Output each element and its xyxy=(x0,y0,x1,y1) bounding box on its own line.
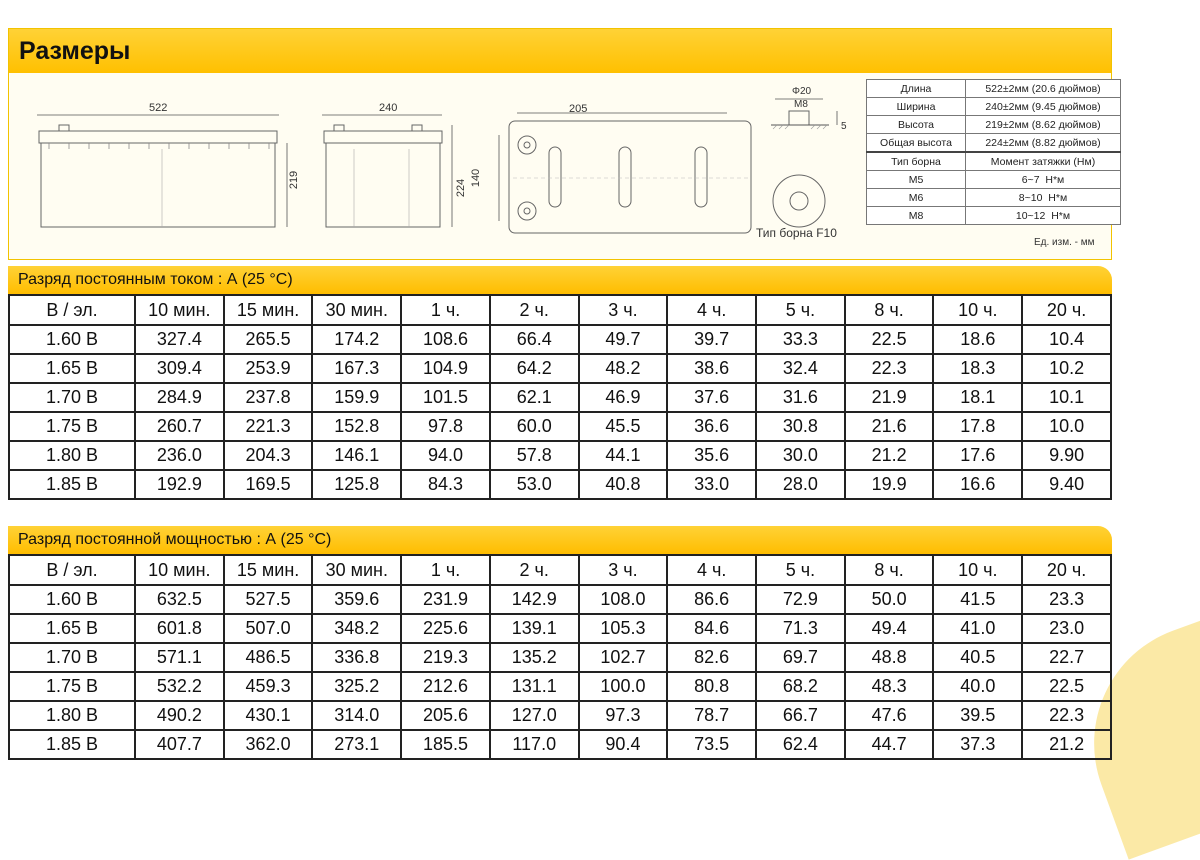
value-cell: 49.4 xyxy=(845,614,934,643)
dimensions-section xyxy=(8,28,1112,260)
value-cell: 125.8 xyxy=(312,470,401,499)
torque-value: 8~10 Н*м xyxy=(966,189,1121,207)
value-cell: 9.40 xyxy=(1022,470,1111,499)
value-cell: 185.5 xyxy=(401,730,490,759)
torque-header-key: Тип борна xyxy=(867,152,966,171)
value-cell: 37.6 xyxy=(667,383,756,412)
column-header: 10 мин. xyxy=(135,555,224,585)
spec-key: Длина xyxy=(867,80,966,98)
value-cell: 68.2 xyxy=(756,672,845,701)
value-cell: 19.9 xyxy=(845,470,934,499)
column-header: 4 ч. xyxy=(667,555,756,585)
value-cell: 44.7 xyxy=(845,730,934,759)
value-cell: 236.0 xyxy=(135,441,224,470)
value-cell: 571.1 xyxy=(135,643,224,672)
value-cell: 17.6 xyxy=(933,441,1022,470)
value-cell: 146.1 xyxy=(312,441,401,470)
value-cell: 359.6 xyxy=(312,585,401,614)
column-header: 20 ч. xyxy=(1022,295,1111,325)
value-cell: 18.6 xyxy=(933,325,1022,354)
value-cell: 135.2 xyxy=(490,643,579,672)
value-cell: 39.7 xyxy=(667,325,756,354)
value-cell: 104.9 xyxy=(401,354,490,383)
value-cell: 33.0 xyxy=(667,470,756,499)
value-cell: 23.0 xyxy=(1022,614,1111,643)
value-cell: 490.2 xyxy=(135,701,224,730)
value-cell: 18.3 xyxy=(933,354,1022,383)
value-cell: 18.1 xyxy=(933,383,1022,412)
terminal-detail-drawing xyxy=(767,89,857,239)
value-cell: 327.4 xyxy=(135,325,224,354)
torque-header-row xyxy=(867,152,1121,171)
value-cell: 336.8 xyxy=(312,643,401,672)
value-cell: 9.90 xyxy=(1022,441,1111,470)
column-header: 4 ч. xyxy=(667,295,756,325)
value-cell: 10.2 xyxy=(1022,354,1111,383)
value-cell: 309.4 xyxy=(135,354,224,383)
torque-key: M5 xyxy=(867,171,966,189)
table-row xyxy=(9,441,1111,470)
column-header: 8 ч. xyxy=(845,295,934,325)
value-cell: 22.7 xyxy=(1022,643,1111,672)
column-header: В / эл. xyxy=(9,295,135,325)
torque-row xyxy=(867,207,1121,225)
value-cell: 131.1 xyxy=(490,672,579,701)
voltage-cell: 1.65 В xyxy=(9,354,135,383)
value-cell: 66.7 xyxy=(756,701,845,730)
terminal-height-label: 5 xyxy=(841,121,847,132)
value-cell: 71.3 xyxy=(756,614,845,643)
value-cell: 142.9 xyxy=(490,585,579,614)
side-height-label: 224 xyxy=(455,178,468,198)
value-cell: 101.5 xyxy=(401,383,490,412)
value-cell: 23.3 xyxy=(1022,585,1111,614)
value-cell: 22.3 xyxy=(845,354,934,383)
table-row xyxy=(9,643,1111,672)
value-cell: 62.1 xyxy=(490,383,579,412)
column-header: 10 ч. xyxy=(933,295,1022,325)
column-header: 10 мин. xyxy=(135,295,224,325)
value-cell: 94.0 xyxy=(401,441,490,470)
column-header: 1 ч. xyxy=(401,555,490,585)
column-header: 20 ч. xyxy=(1022,555,1111,585)
value-cell: 105.3 xyxy=(579,614,668,643)
units-note: Ед. изм. - мм xyxy=(1034,237,1095,248)
value-cell: 100.0 xyxy=(579,672,668,701)
value-cell: 97.8 xyxy=(401,412,490,441)
table-row xyxy=(9,614,1111,643)
value-cell: 36.6 xyxy=(667,412,756,441)
value-cell: 102.7 xyxy=(579,643,668,672)
value-cell: 253.9 xyxy=(224,354,313,383)
value-cell: 212.6 xyxy=(401,672,490,701)
value-cell: 48.8 xyxy=(845,643,934,672)
value-cell: 62.4 xyxy=(756,730,845,759)
value-cell: 31.6 xyxy=(756,383,845,412)
value-cell: 57.8 xyxy=(490,441,579,470)
value-cell: 22.3 xyxy=(1022,701,1111,730)
value-cell: 117.0 xyxy=(490,730,579,759)
column-header: 5 ч. xyxy=(756,295,845,325)
voltage-cell: 1.60 В xyxy=(9,585,135,614)
value-cell: 48.3 xyxy=(845,672,934,701)
terminal-thread-label: M8 xyxy=(794,99,808,110)
value-cell: 221.3 xyxy=(224,412,313,441)
voltage-cell: 1.75 В xyxy=(9,672,135,701)
value-cell: 47.6 xyxy=(845,701,934,730)
value-cell: 72.9 xyxy=(756,585,845,614)
value-cell: 362.0 xyxy=(224,730,313,759)
value-cell: 37.3 xyxy=(933,730,1022,759)
value-cell: 204.3 xyxy=(224,441,313,470)
table-header-row xyxy=(9,295,1111,325)
column-header: 30 мин. xyxy=(312,295,401,325)
table-row xyxy=(9,354,1111,383)
top-width-label: 205 xyxy=(569,103,588,115)
value-cell: 219.3 xyxy=(401,643,490,672)
front-width-label: 522 xyxy=(149,102,168,114)
value-cell: 152.8 xyxy=(312,412,401,441)
table-row xyxy=(9,701,1111,730)
value-cell: 325.2 xyxy=(312,672,401,701)
voltage-cell: 1.70 В xyxy=(9,643,135,672)
value-cell: 82.6 xyxy=(667,643,756,672)
value-cell: 407.7 xyxy=(135,730,224,759)
spec-table xyxy=(866,79,1121,225)
power-discharge-table xyxy=(8,554,1112,760)
voltage-cell: 1.60 В xyxy=(9,325,135,354)
torque-value: 10~12 Н*м xyxy=(966,207,1121,225)
value-cell: 284.9 xyxy=(135,383,224,412)
value-cell: 10.4 xyxy=(1022,325,1111,354)
value-cell: 314.0 xyxy=(312,701,401,730)
column-header: 15 мин. xyxy=(224,555,313,585)
top-height-label: 140 xyxy=(470,168,483,188)
value-cell: 430.1 xyxy=(224,701,313,730)
spec-value: 219±2мм (8.62 дюймов) xyxy=(966,116,1121,134)
value-cell: 169.5 xyxy=(224,470,313,499)
value-cell: 69.7 xyxy=(756,643,845,672)
value-cell: 348.2 xyxy=(312,614,401,643)
power-discharge-title: Разряд постоянной мощностью : А (25 °C) xyxy=(8,526,1112,554)
value-cell: 38.6 xyxy=(667,354,756,383)
value-cell: 53.0 xyxy=(490,470,579,499)
value-cell: 84.6 xyxy=(667,614,756,643)
value-cell: 108.0 xyxy=(579,585,668,614)
value-cell: 44.1 xyxy=(579,441,668,470)
spec-row xyxy=(867,116,1121,134)
value-cell: 33.3 xyxy=(756,325,845,354)
value-cell: 273.1 xyxy=(312,730,401,759)
value-cell: 21.2 xyxy=(1022,730,1111,759)
value-cell: 21.2 xyxy=(845,441,934,470)
value-cell: 237.8 xyxy=(224,383,313,412)
value-cell: 632.5 xyxy=(135,585,224,614)
value-cell: 32.4 xyxy=(756,354,845,383)
value-cell: 21.9 xyxy=(845,383,934,412)
value-cell: 159.9 xyxy=(312,383,401,412)
spec-value: 522±2мм (20.6 дюймов) xyxy=(966,80,1121,98)
column-header: 30 мин. xyxy=(312,555,401,585)
value-cell: 174.2 xyxy=(312,325,401,354)
value-cell: 30.8 xyxy=(756,412,845,441)
value-cell: 28.0 xyxy=(756,470,845,499)
voltage-cell: 1.85 В xyxy=(9,470,135,499)
voltage-cell: 1.85 В xyxy=(9,730,135,759)
value-cell: 39.5 xyxy=(933,701,1022,730)
value-cell: 97.3 xyxy=(579,701,668,730)
value-cell: 80.8 xyxy=(667,672,756,701)
side-width-label: 240 xyxy=(379,102,398,114)
voltage-cell: 1.70 В xyxy=(9,383,135,412)
value-cell: 167.3 xyxy=(312,354,401,383)
value-cell: 84.3 xyxy=(401,470,490,499)
voltage-cell: 1.80 В xyxy=(9,701,135,730)
spec-value: 240±2мм (9.45 дюймов) xyxy=(966,98,1121,116)
value-cell: 21.6 xyxy=(845,412,934,441)
value-cell: 205.6 xyxy=(401,701,490,730)
terminal-diameter-label: Φ20 xyxy=(792,86,812,97)
column-header: 2 ч. xyxy=(490,555,579,585)
table-row xyxy=(9,470,1111,499)
value-cell: 507.0 xyxy=(224,614,313,643)
column-header: 8 ч. xyxy=(845,555,934,585)
value-cell: 86.6 xyxy=(667,585,756,614)
value-cell: 486.5 xyxy=(224,643,313,672)
current-discharge-table xyxy=(8,294,1112,500)
value-cell: 22.5 xyxy=(1022,672,1111,701)
column-header: 1 ч. xyxy=(401,295,490,325)
value-cell: 40.8 xyxy=(579,470,668,499)
value-cell: 17.8 xyxy=(933,412,1022,441)
value-cell: 78.7 xyxy=(667,701,756,730)
voltage-cell: 1.75 В xyxy=(9,412,135,441)
column-header: 10 ч. xyxy=(933,555,1022,585)
value-cell: 41.0 xyxy=(933,614,1022,643)
value-cell: 30.0 xyxy=(756,441,845,470)
value-cell: 64.2 xyxy=(490,354,579,383)
column-header: В / эл. xyxy=(9,555,135,585)
value-cell: 35.6 xyxy=(667,441,756,470)
column-header: 3 ч. xyxy=(579,295,668,325)
dimensions-title: Размеры xyxy=(19,36,131,65)
value-cell: 16.6 xyxy=(933,470,1022,499)
column-header: 2 ч. xyxy=(490,295,579,325)
spec-row xyxy=(867,98,1121,116)
column-header: 15 мин. xyxy=(224,295,313,325)
torque-value: 6~7 Н*м xyxy=(966,171,1121,189)
value-cell: 90.4 xyxy=(579,730,668,759)
value-cell: 260.7 xyxy=(135,412,224,441)
table-row xyxy=(9,585,1111,614)
spec-key: Высота xyxy=(867,116,966,134)
value-cell: 41.5 xyxy=(933,585,1022,614)
value-cell: 40.5 xyxy=(933,643,1022,672)
table-row xyxy=(9,412,1111,441)
voltage-cell: 1.65 В xyxy=(9,614,135,643)
value-cell: 48.2 xyxy=(579,354,668,383)
torque-header-value: Момент затяжки (Нм) xyxy=(966,152,1121,171)
dimensions-header xyxy=(9,29,1111,73)
torque-key: M8 xyxy=(867,207,966,225)
current-discharge-title: Разряд постоянным током : А (25 °C) xyxy=(8,266,1112,294)
current-discharge-section xyxy=(8,266,1112,500)
table-row xyxy=(9,730,1111,759)
value-cell: 265.5 xyxy=(224,325,313,354)
value-cell: 192.9 xyxy=(135,470,224,499)
spec-key: Общая высота xyxy=(867,134,966,153)
torque-row xyxy=(867,171,1121,189)
value-cell: 60.0 xyxy=(490,412,579,441)
value-cell: 459.3 xyxy=(224,672,313,701)
voltage-cell: 1.80 В xyxy=(9,441,135,470)
torque-key: M6 xyxy=(867,189,966,207)
torque-row xyxy=(867,189,1121,207)
column-header: 5 ч. xyxy=(756,555,845,585)
value-cell: 108.6 xyxy=(401,325,490,354)
table-row xyxy=(9,325,1111,354)
value-cell: 49.7 xyxy=(579,325,668,354)
value-cell: 10.0 xyxy=(1022,412,1111,441)
power-discharge-section xyxy=(8,526,1112,760)
value-cell: 127.0 xyxy=(490,701,579,730)
value-cell: 225.6 xyxy=(401,614,490,643)
value-cell: 527.5 xyxy=(224,585,313,614)
spec-key: Ширина xyxy=(867,98,966,116)
spec-value: 224±2мм (8.82 дюймов) xyxy=(966,134,1121,153)
value-cell: 10.1 xyxy=(1022,383,1111,412)
value-cell: 40.0 xyxy=(933,672,1022,701)
value-cell: 231.9 xyxy=(401,585,490,614)
value-cell: 45.5 xyxy=(579,412,668,441)
value-cell: 50.0 xyxy=(845,585,934,614)
table-row xyxy=(9,383,1111,412)
table-row xyxy=(9,672,1111,701)
value-cell: 601.8 xyxy=(135,614,224,643)
spec-row xyxy=(867,134,1121,153)
value-cell: 46.9 xyxy=(579,383,668,412)
value-cell: 139.1 xyxy=(490,614,579,643)
value-cell: 532.2 xyxy=(135,672,224,701)
terminal-type-label: Тип борна F10 xyxy=(756,226,837,240)
front-height-label: 219 xyxy=(288,170,301,190)
front-view-drawing xyxy=(29,83,309,243)
value-cell: 66.4 xyxy=(490,325,579,354)
top-view-drawing xyxy=(487,93,757,243)
column-header: 3 ч. xyxy=(579,555,668,585)
value-cell: 22.5 xyxy=(845,325,934,354)
value-cell: 73.5 xyxy=(667,730,756,759)
spec-row xyxy=(867,80,1121,98)
table-header-row xyxy=(9,555,1111,585)
